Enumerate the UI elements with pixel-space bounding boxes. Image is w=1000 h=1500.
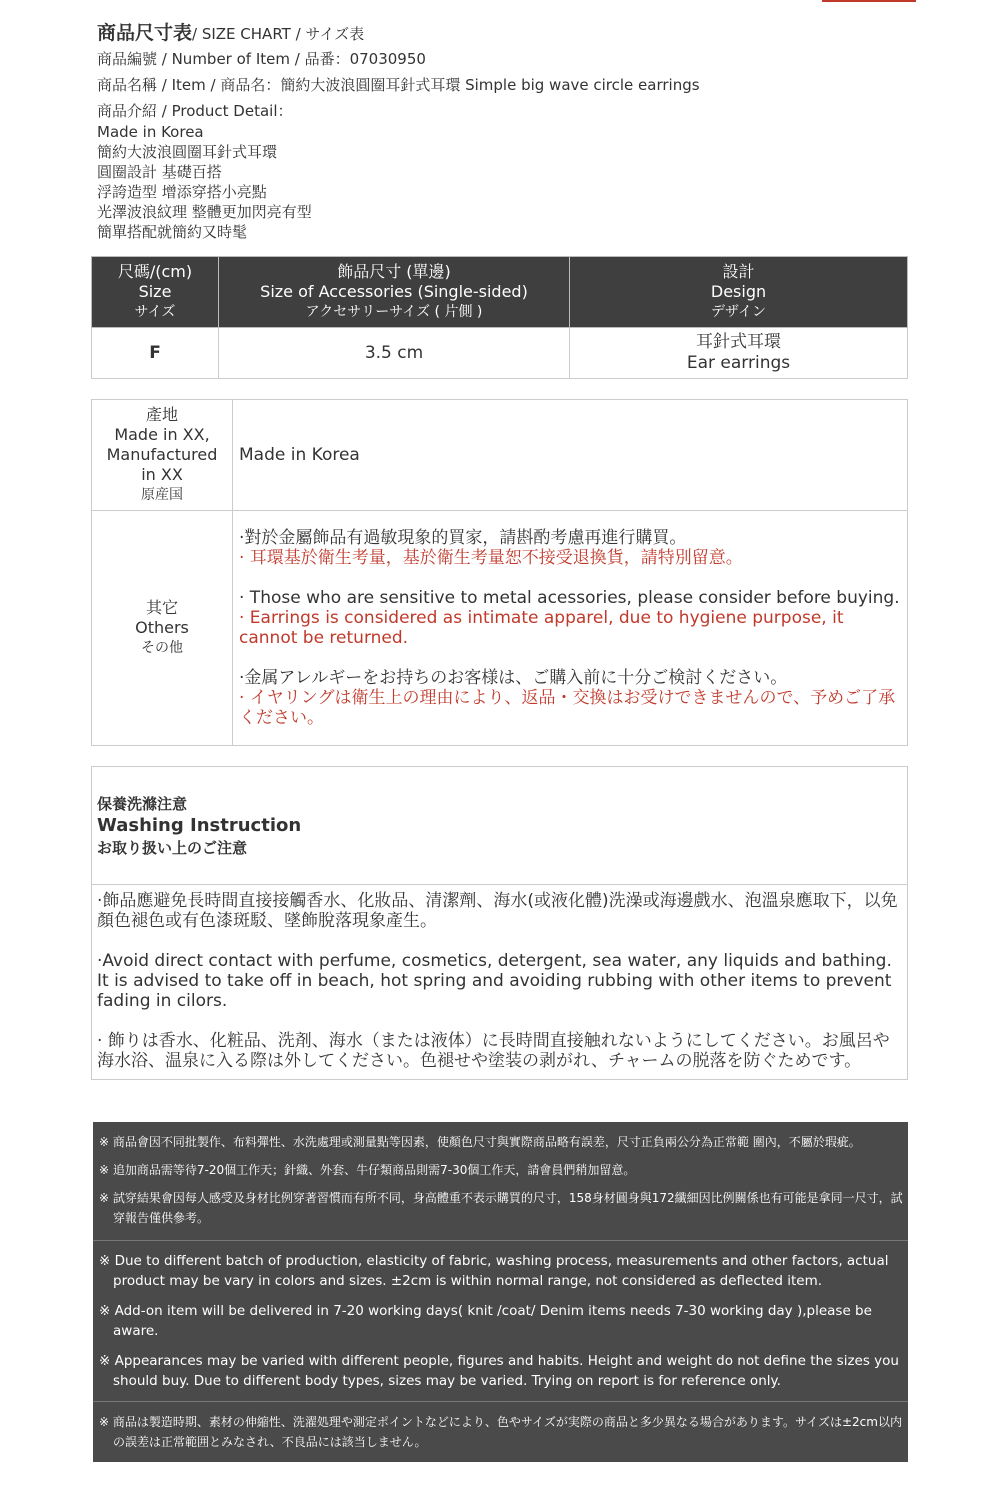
others-value (233, 511, 908, 746)
washing-instruction-box (91, 766, 908, 1080)
return-note-en: · Earrings is considered as intimate apparel, due to hygiene purpose, it cannot be returned. (239, 608, 844, 648)
size-table-header (92, 257, 908, 328)
allergy-note-zh: ·對於金屬飾品有過敏現象的買家，請斟酌考慮再進行購買。 (239, 528, 687, 548)
washing-text (92, 885, 907, 1079)
design-value: 耳針式耳環 Ear earrings (570, 328, 908, 379)
washing-en: ·Avoid direct contact with perfume, cosmetics, detergent, sea water, any liquids and bathing. It is advised to take off in beach, hot spring and avoiding rubbing with other items to prevent fading in cilors. (97, 951, 892, 1011)
note-item: ※ Appearances may be varied with different people, figures and habits. Height and weight do not define the sizes you should buy. Due to different body types, sizes may be varied. Trying on report is for reference only. (99, 1353, 899, 1389)
washing-zh: ·飾品應避免長時間直接接觸香水、化妝品、清潔劑、海水(或液化體)洗澡或海邊戲水、泡溫泉應取下，以免顏色褪色或有色漆斑駁、墜飾脫落現象產生。 (97, 891, 898, 931)
note-item: ※ 商品會因不同批製作、布料彈性、水洗處理或測量點等因素，使顏色尺寸與實際商品略有誤差，尺寸正負兩公分為正常範 圍內，不屬於瑕疵。 (99, 1135, 861, 1149)
title-main: 商品尺寸表 (97, 22, 193, 44)
return-note-jp: · イヤリングは衛生上の理由により、返品・交換はお受けできませんので、予めご了承ください。 (239, 688, 896, 728)
note-item: ※ Add-on item will be delivered in 7-20 working days( knit /coat/ Denim items needs 7-30 working day ),please be aware. (99, 1303, 872, 1339)
origin-table (91, 399, 908, 746)
others-row (92, 511, 908, 746)
detail-line: 簡約大波浪圓圈耳針式耳環 (97, 143, 278, 161)
notes-zh (93, 1122, 908, 1241)
allergy-note-jp: ·金属アレルギーをお持ちのお客様は、ご購入前に十分ご検討ください。 (239, 668, 788, 688)
product-detail-list (97, 122, 312, 242)
notes-en (93, 1241, 908, 1402)
accessory-size-value: 3.5 cm (219, 328, 570, 379)
allergy-note-en: · Those who are sensitive to metal acessories, please consider before buying. (239, 588, 900, 608)
header-size: 尺碼/(cm) Size サイズ (92, 257, 219, 328)
header-accessory-size: 飾品尺寸 (單邊) Size of Accessories (Single-sided) アクセサリーサイズ ( 片側 ) (219, 257, 570, 328)
title-sub: / SIZE CHART / サイズ表 (192, 25, 365, 43)
others-label: 其它 Others その他 (92, 511, 233, 746)
size-value: F (92, 328, 219, 379)
product-detail-label: 商品介紹 / Product Detail： (97, 102, 293, 120)
notes-panel (93, 1122, 908, 1462)
item-number: 商品編號 / Number of Item / 品番：07030950 (97, 50, 426, 68)
note-item: ※ Due to different batch of production, elasticity of fabric, washing process, measurements and other factors, actual product may be vary in colors and sizes. ±2cm is within normal range, not considered as deflected item. (99, 1253, 889, 1289)
note-item: ※ 商品は製造時期、素材の伸縮性、洗濯処理や測定ポイントなどにより、色やサイズが実際の商品と多少異なる場合があります。サイズは±2cm以内の誤差は正常範囲とみなされ、不良品には該当しません。 (99, 1415, 902, 1449)
table-row (92, 328, 908, 379)
return-note-zh: · 耳環基於衛生考量，基於衛生考量恕不接受退換貨，請特別留意。 (239, 548, 743, 568)
size-table (91, 256, 908, 379)
page-title (97, 18, 364, 45)
note-item: ※ 試穿結果會因每人感受及身材比例穿著習慣而有所不同，身高體重不表示購買的尺寸，158身材圓身與172纖細因比例關係也有可能是拿同一尺寸，試穿報告僅供參考。 (99, 1191, 903, 1225)
detail-line: 簡單搭配就簡約又時髦 (97, 223, 248, 241)
detail-line: 浮誇造型 增添穿搭小亮點 (97, 183, 267, 201)
origin-row (92, 400, 908, 511)
top-accent-bar (822, 0, 916, 2)
origin-label: 產地 Made in XX, Manufactured in XX 原産国 (92, 400, 233, 511)
detail-line: 光澤波浪紋理 整體更加閃亮有型 (97, 203, 312, 221)
item-name: 商品名稱 / Item / 商品名：簡約大波浪圓圈耳針式耳環 Simple big wave circle earrings (97, 76, 700, 94)
note-item: ※ 追加商品需等待7-20個工作天；針織、外套、牛仔類商品則需7-30個工作天，請會員們稍加留意。 (99, 1163, 636, 1177)
washing-title: 保養洗滌注意 Washing Instruction お取り扱い上のご注意 (92, 767, 907, 885)
origin-value: Made in Korea (233, 400, 908, 511)
detail-line: 圓圈設計 基礎百搭 (97, 163, 222, 181)
washing-jp: · 飾りは香水、化粧品、洗剤、海水（または液体）に長時間直接触れないようにしてください。お風呂や海水浴、温泉に入る際は外してください。色褪せや塗装の剥がれ、チャームの脱落を防ぐためです。 (97, 1031, 890, 1071)
detail-line: Made in Korea (97, 123, 204, 141)
header-design: 設計 Design デザイン (570, 257, 908, 328)
notes-jp (93, 1402, 908, 1462)
